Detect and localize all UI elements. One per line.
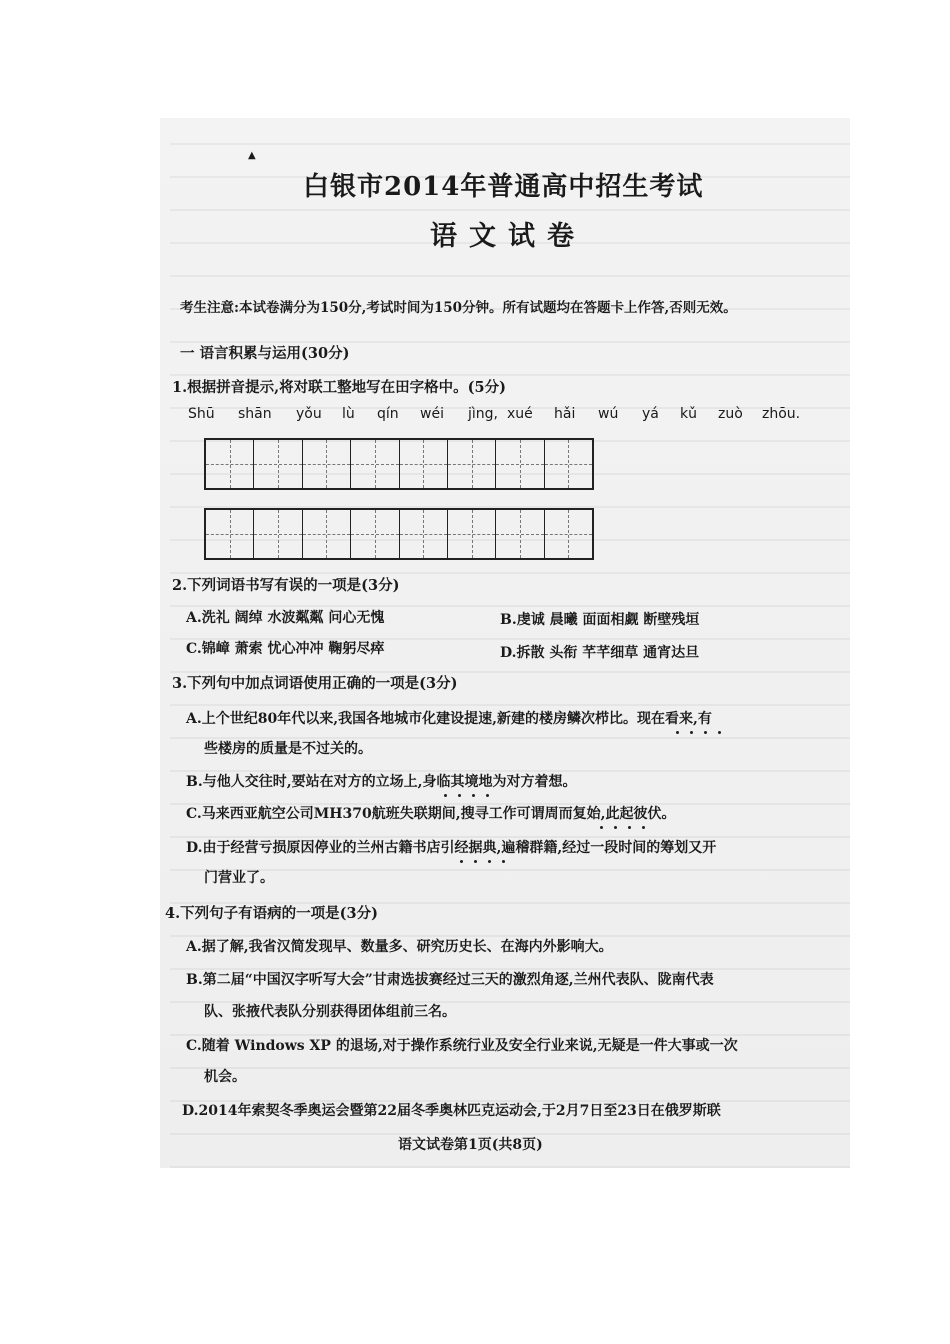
question-3-option-b: B.与他人交往时,要站在对方的立场上,身临其境地为对方着想。: [186, 774, 577, 790]
exam-notice: 考生注意:本试卷满分为150分,考试时间为150分钟。所有试题均在答题卡上作答,否则无效。: [180, 300, 737, 316]
question-2-option-a: A.洗礼 阔绰 水波粼粼 问心无愧: [186, 610, 385, 626]
question-4-option-d: D.2014年索契冬季奥运会暨第22届冬季奥林匹克运动会,于2月7日至23日在俄罗斯联: [182, 1103, 721, 1119]
emphasis-dot: [628, 826, 631, 829]
pinyin-syllable: kǔ: [680, 406, 697, 422]
emphasis-dot: [718, 731, 721, 734]
emphasis-dot: [600, 826, 603, 829]
pinyin-syllable: qín: [377, 406, 399, 422]
question-3-option-c: C.马来西亚航空公司MH370航班失联期间,搜寻工作可谓周而复始,此起彼伏。: [186, 806, 676, 822]
pinyin-syllable: xué: [507, 406, 533, 422]
pinyin-syllable: jìng,: [468, 406, 498, 422]
pinyin-syllable: yǒu: [296, 406, 322, 422]
emphasis-dot: [690, 731, 693, 734]
pinyin-syllable: wú: [598, 406, 619, 422]
pinyin-syllable: wéi: [420, 406, 444, 422]
question-4-option-c: C.随着 Windows XP 的退场,对于操作系统行业及安全行业来说,无疑是一件大事或一次: [186, 1038, 738, 1054]
emphasis-dot: [486, 794, 489, 797]
question-4-option-c-cont: 机会。: [204, 1069, 246, 1085]
question-4-stem: 4.下列句子有语病的一项是(3分): [165, 905, 378, 922]
question-3-option-a-cont: 些楼房的质量是不过关的。: [204, 741, 372, 757]
emphasis-dot: [676, 731, 679, 734]
page-footer: 语文试卷第1页(共8页): [398, 1137, 543, 1153]
answer-grid-lower[interactable]: [204, 508, 594, 560]
emphasis-dot: [444, 794, 447, 797]
section-title: 一 语言积累与运用(30分): [180, 345, 350, 362]
question-4-option-b-cont: 队、张掖代表队分别获得团体组前三名。: [204, 1004, 456, 1020]
question-3-option-d: D.由于经营亏损原因停业的兰州古籍书店引经据典,遍稽群籍,经过一段时间的筹划又开: [186, 840, 717, 856]
question-4-option-b: B.第二届“中国汉字听写大会”甘肃选拔赛经过三天的激烈角逐,兰州代表队、陇南代表: [186, 972, 714, 988]
question-3-option-a: A.上个世纪80年代以来,我国各地城市化建设提速,新建的楼房鳞次栉比。现在看来,有: [186, 711, 712, 727]
pinyin-syllable: zhōu.: [762, 406, 801, 422]
question-2-option-d: D.拆散 头衔 芊芊细草 通宵达旦: [500, 645, 700, 661]
emphasis-dot: [474, 860, 477, 863]
pinyin-syllable: hǎi: [554, 406, 576, 422]
question-2-stem: 2.下列词语书写有误的一项是(3分): [172, 577, 400, 594]
emphasis-dot: [460, 860, 463, 863]
pinyin-syllable: lù: [342, 406, 355, 422]
subject-title: 语文试卷: [430, 221, 586, 252]
emphasis-dot: [472, 794, 475, 797]
emphasis-dot: [488, 860, 491, 863]
answer-grid-upper[interactable]: [204, 438, 594, 490]
question-2-option-b: B.虔诚 晨曦 面面相觑 断壁残垣: [500, 612, 700, 628]
corner-mark: ▲: [248, 150, 256, 161]
emphasis-dot: [704, 731, 707, 734]
question-3-stem: 3.下列句中加点词语使用正确的一项是(3分): [172, 675, 458, 692]
exam-title: 白银市2014年普通高中招生考试: [303, 172, 704, 202]
emphasis-dot: [642, 826, 645, 829]
question-1-stem: 1.根据拼音提示,将对联工整地写在田字格中。(5分): [172, 379, 506, 396]
pinyin-syllable: yá: [642, 406, 659, 422]
question-3-option-d-cont: 门营业了。: [204, 870, 274, 886]
pinyin-syllable: shān: [238, 406, 272, 422]
pinyin-syllable: Shū: [188, 406, 215, 422]
emphasis-dot: [502, 860, 505, 863]
emphasis-dot: [458, 794, 461, 797]
question-4-option-a: A.据了解,我省汉简发现早、数量多、研究历史长、在海内外影响大。: [186, 939, 613, 955]
emphasis-dot: [614, 826, 617, 829]
question-2-option-c: C.锦嶂 萧索 忧心冲冲 鞠躬尽瘁: [186, 641, 385, 657]
pinyin-syllable: zuò: [718, 406, 743, 422]
